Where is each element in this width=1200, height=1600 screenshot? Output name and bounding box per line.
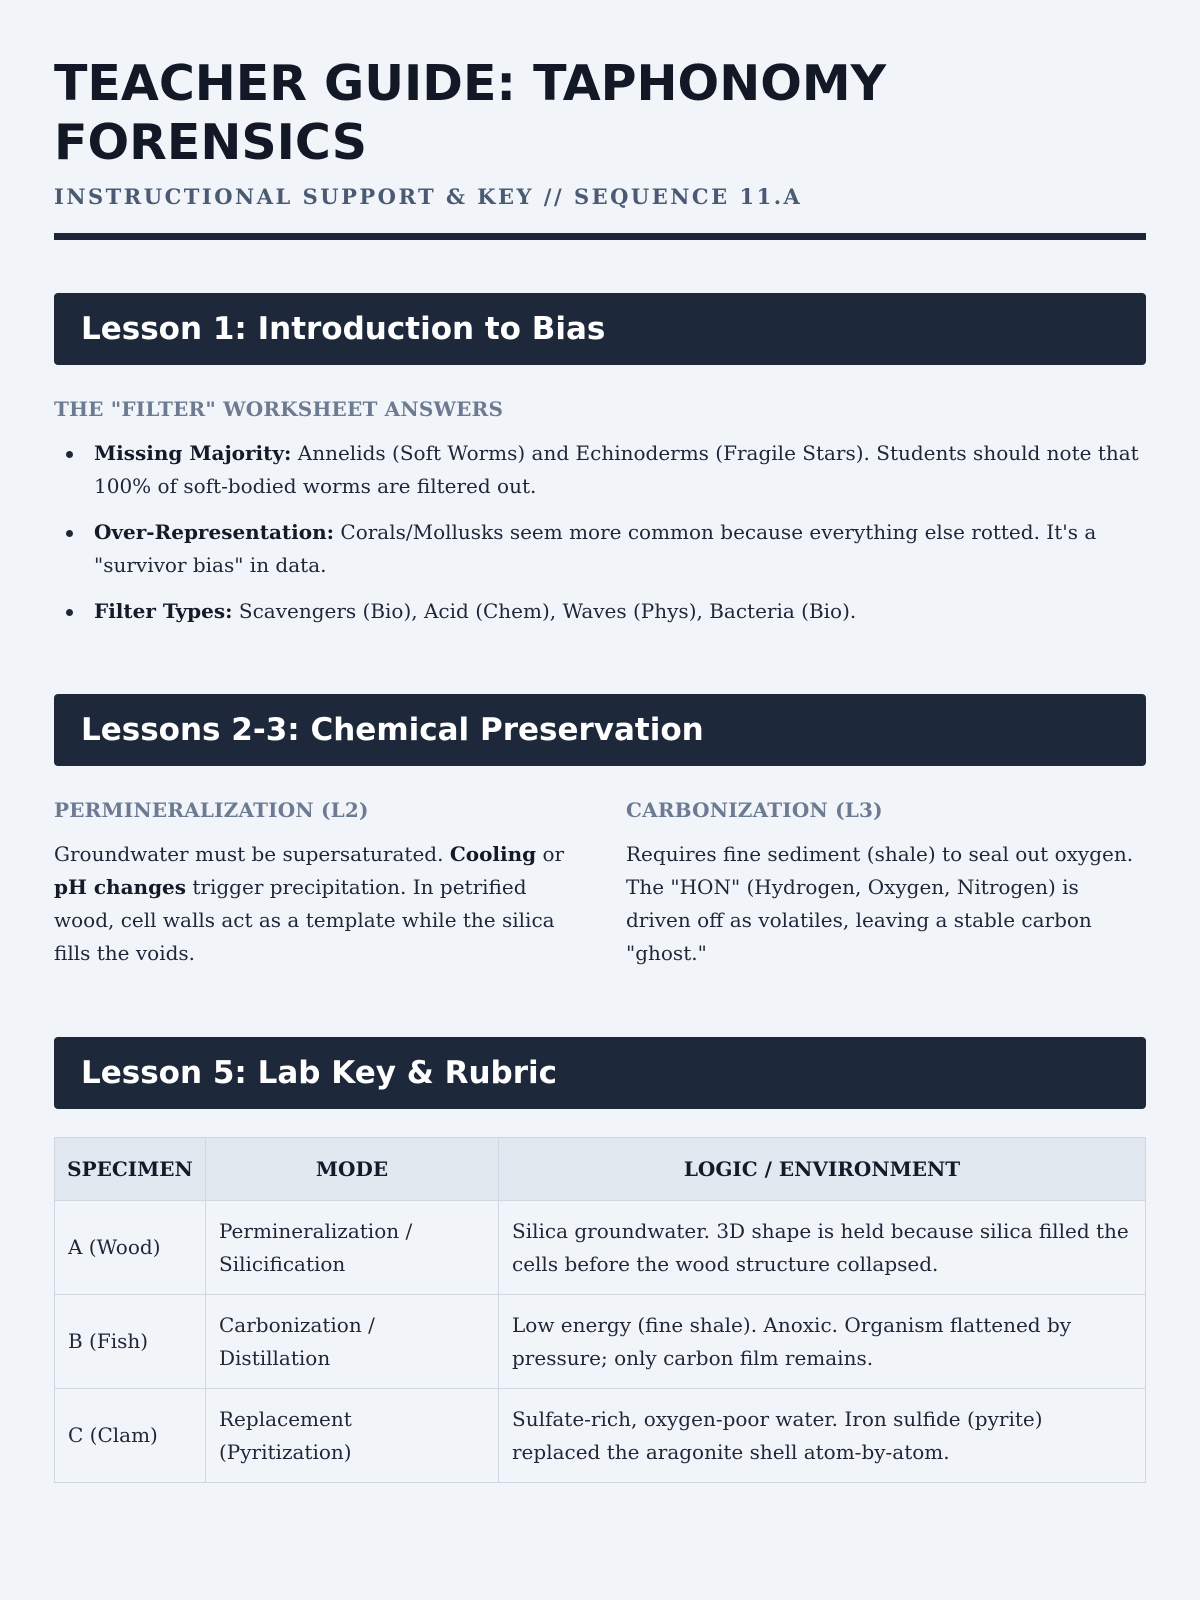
specimen-cell: B (Fish) [55,1295,206,1389]
header-divider [54,233,1146,240]
column-header-specimen: SPECIMEN [55,1138,206,1201]
logic-cell: Silica groundwater. 3D shape is held because silica filled the cells before the wood structure collapsed. [499,1201,1146,1295]
perm-bold-1: Cooling [449,842,537,866]
permineralization-column [54,798,574,970]
item-text: Scavengers (Bio), Acid (Chem), Waves (Phys), Bacteria (Bio). [232,599,857,623]
mode-cell: Carbonization / Distillation [206,1295,499,1389]
perm-text-3: trigger precipitation. In petrified wood, cell walls act as a template while the silica fills the voids. [54,875,555,965]
logic-cell: Sulfate-rich, oxygen-poor water. Iron sulfide (pyrite) replaced the aragonite shell atom-by-atom. [499,1389,1146,1483]
bullet-icon [66,609,73,616]
bullet-icon [66,451,73,458]
item-term: Over-Representation: [94,520,335,544]
item-text: Corals/Mollusks seem more common because everything else rotted. It's a "survivor bias" in data. [94,520,1097,577]
page-subtitle: INSTRUCTIONAL SUPPORT & KEY // SEQUENCE 11.A [54,184,803,209]
permineralization-text [54,838,574,970]
bullet-icon [66,530,73,537]
lesson1-heading: Lesson 1: Introduction to Bias [54,293,1146,365]
carbonization-column [626,798,1146,970]
item-term: Filter Types: [94,599,233,623]
specimen-cell: A (Wood) [55,1201,206,1295]
table-header-row [55,1138,1146,1201]
table-row [55,1295,1146,1389]
table-row [55,1389,1146,1483]
lesson5-heading: Lesson 5: Lab Key & Rubric [54,1037,1146,1109]
specimen-cell: C (Clam) [55,1389,206,1483]
carbonization-label: CARBONIZATION (L3) [626,798,883,822]
column-header-logic: LOGIC / ENVIRONMENT [499,1138,1146,1201]
item-term: Missing Majority: [94,441,292,465]
page-title: TEACHER GUIDE: TAPHONOMY FORENSICS [54,55,887,171]
table-row [55,1201,1146,1295]
list-item [54,516,1146,582]
carbonization-text: Requires fine sediment (shale) to seal out oxygen. The "HON" (Hydrogen, Oxygen, Nitrogen) is driven off as volatiles, leaving a stable carbon "ghost." [626,842,1134,965]
mode-cell: Permineralization / Silicification [206,1201,499,1295]
lesson23-heading: Lessons 2-3: Chemical Preservation [54,694,1146,766]
list-item [54,437,1146,503]
mode-cell: Replacement (Pyritization) [206,1389,499,1483]
worksheet-answers-label: THE "FILTER" WORKSHEET ANSWERS [54,397,504,421]
preservation-columns [54,798,1146,970]
lab-key-table [54,1137,1146,1483]
column-header-mode: MODE [206,1138,499,1201]
item-text: Annelids (Soft Worms) and Echinoderms (Fragile Stars). Students should note that 100% of soft-bodied worms are filtered out. [94,441,1139,498]
answers-list [54,437,1146,628]
logic-cell: Low energy (fine shale). Anoxic. Organism flattened by pressure; only carbon film remains. [499,1295,1146,1389]
permineralization-label: PERMINERALIZATION (L2) [54,798,369,822]
perm-bold-2: pH changes [54,875,187,899]
perm-text-2: or [536,842,565,866]
list-item [54,595,1146,628]
perm-text-1: Groundwater must be supersaturated. [54,842,450,866]
